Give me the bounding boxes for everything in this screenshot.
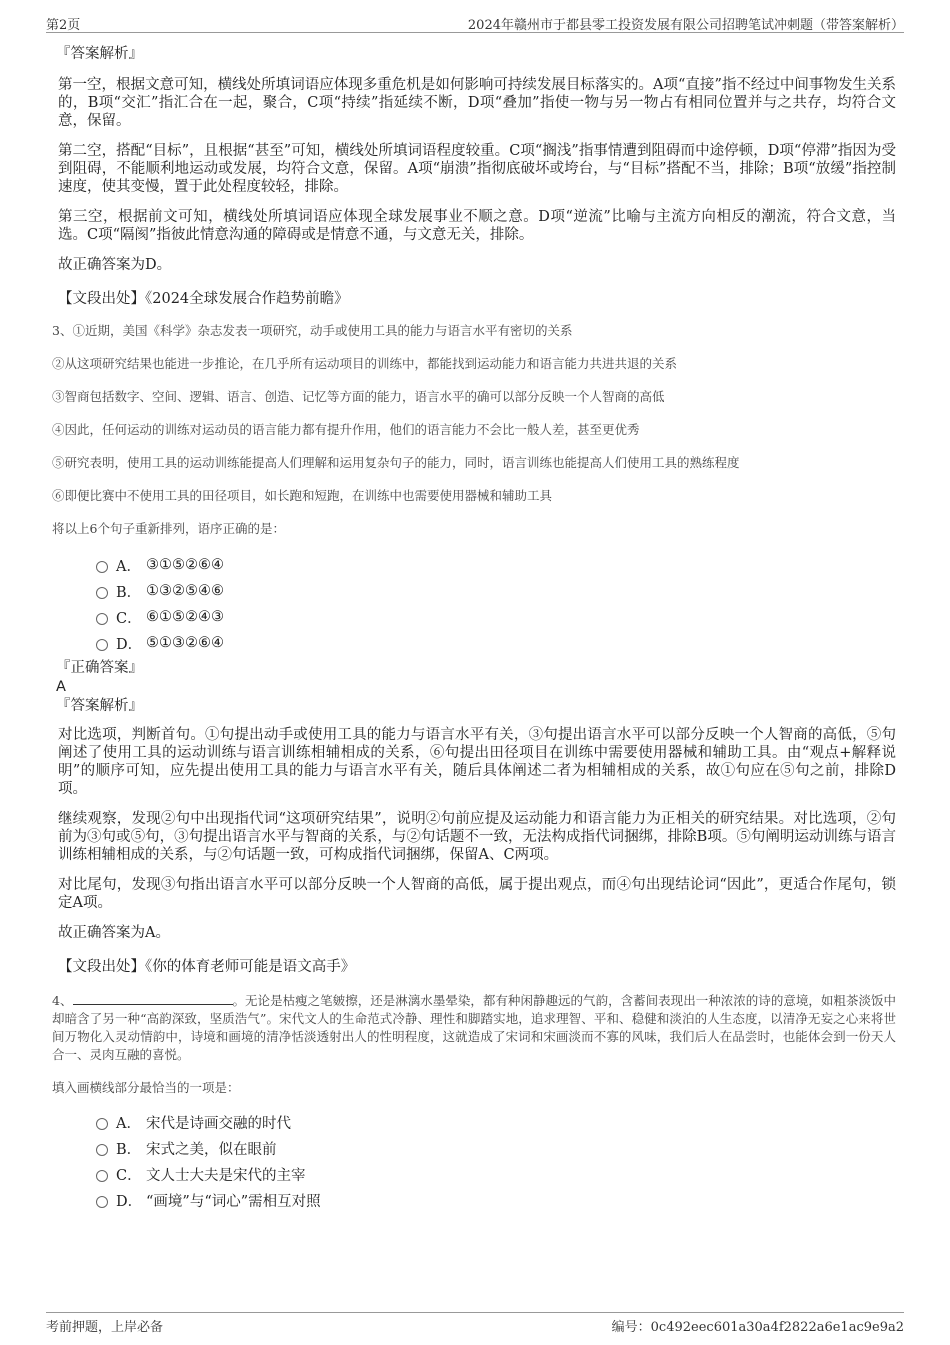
question-prompt: 填入画横线部分最恰当的一项是：	[52, 1080, 240, 1095]
question-sentence: ⑥即便比赛中不使用工具的田径项目，如长跑和短跑，在训练中也需要使用器械和辅助工具	[52, 488, 553, 503]
question-stem	[52, 992, 896, 1064]
option-letter: C．	[116, 1167, 142, 1184]
option-letter: A．	[116, 558, 141, 575]
page-number: 第2页	[46, 18, 81, 33]
question-stem-text: 。无论是枯瘦之笔皴擦，还是淋漓水墨晕染，都有种闲静趣远的气韵，含蓄间表现出一种浓浓的诗的意境，如粗茶淡饭中却暗含了另一种“高韵深致，坚质浩气”。宋代文人的生命范式冷静、理性和脚踏实地，追求理智、平和、稳健和淡泊的人生态度，以清净无妄之心来将世间万物化入灵动情韵中，诗境和画境的清净恬淡透射出人的性明程度，这就造成了宋词和宋画淡而不寡的风味，我们后人在品尝时，也能体会到一份天人合一、灵肉互融的喜悦。	[52, 993, 896, 1062]
option-c[interactable]	[96, 1161, 896, 1187]
document-id: 编号：0c492eec601a30a4f2822a6e1ac9e9a2	[611, 1320, 904, 1335]
option-letter: B．	[116, 1141, 142, 1158]
analysis-paragraph: 对比尾句，发现③句指出语言水平可以部分反映一个人智商的高低，属于提出观点，而④句出现结论词“因此”，更适合作尾句，锁定A项。	[58, 877, 896, 911]
correct-answer-tag: 『正确答案』	[56, 660, 143, 676]
analysis-paragraph: 第三空，根据前文可知，横线处所填词语应体现全球发展事业不顺之意。D项“逆流”比喻与主流方向相反的潮流，符合文意，当选。C项“隔阂”指彼此情意沟通的障碍或是情意不通，与文意无关，排除。	[58, 209, 896, 243]
analysis-paragraph: 第二空，搭配“目标”，且根据“甚至”可知，横线处所填词语程度较重。C项“搁浅”指事情遭到阻碍而中途停顿，D项“停滞”指因为受到阻碍，不能顺利地运动或发展，均符合文意，保留。A项“崩溃”指彻底破坏或垮台，与“目标”搭配不当，排除；B项“放缓”指控制速度，使其变慢，置于此处程度较轻，排除。	[58, 143, 896, 195]
option-letter: A．	[116, 1115, 141, 1132]
radio-icon[interactable]	[96, 1196, 108, 1208]
option-text: 宋代是诗画交融的时代	[146, 1115, 291, 1132]
radio-icon[interactable]	[96, 639, 108, 651]
option-text: 文人士大夫是宋代的主宰	[146, 1167, 306, 1184]
analysis-paragraph: 继续观察，发现②句中出现指代词“这项研究结果”，说明②句前应提及运动能力和语言能力为正相关的研究结果。对比选项，②句前为③句或⑤句，③句提出语言水平与智商的关系，与②句话题不一致，无法构成指代词捆绑，排除B项。⑤句阐明运动训练与语言训练相辅相成的关系，与②句话题一致，可构成指代词捆绑，保留A、C两项。	[58, 811, 896, 863]
option-text: ①③②⑤④⑥	[146, 583, 224, 599]
option-letter: B．	[116, 584, 142, 601]
option-text: ③①⑤②⑥④	[146, 557, 224, 573]
analysis-paragraph: 第一空，根据文意可知，横线处所填词语应体现多重危机是如何影响可持续发展目标落实的。A项“直接”指不经过中间事物发生关系的，B项“交汇”指汇合在一起，聚合，C项“持续”指延续不断，D项“叠加”指使一物与另一物占有相同位置并与之共存，均符合文意，保留。	[58, 77, 896, 129]
question-sentence: ④因此，任何运动的训练对运动员的语言能力都有提升作用，他们的语言能力不会比一般人差，甚至更优秀	[52, 422, 640, 437]
source-citation: 【文段出处】《2024全球发展合作趋势前瞻》	[58, 291, 349, 307]
option-c[interactable]	[96, 604, 896, 630]
option-text: ⑤①③②⑥④	[146, 635, 224, 651]
option-a[interactable]	[96, 1109, 896, 1135]
option-text: ⑥①⑤②④③	[146, 609, 224, 625]
option-b[interactable]	[96, 1135, 896, 1161]
analysis-tag: 『答案解析』	[56, 698, 143, 714]
radio-icon[interactable]	[96, 587, 108, 599]
analysis-paragraph: 对比选项，判断首句。①句提出动手或使用工具的能力与语言水平有关，③句提出语言水平可以部分反映一个人智商的高低，⑤句阐述了使用工具的运动训练与语言训练相辅相成的关系，⑥句提出田径项目在训练中需要使用器械和辅助工具。由“观点+解释说明”的顺序可知，应先提出使用工具的能力与语言水平有关，随后具体阐述二者为相辅相成的关系，故①句应在⑤句之前，排除D项。	[58, 727, 896, 797]
question-prompt: 将以上6个句子重新排列，语序正确的是：	[52, 521, 285, 536]
footer-slogan: 考前押题，上岸必备	[46, 1320, 164, 1335]
radio-icon[interactable]	[96, 1118, 108, 1130]
option-d[interactable]	[96, 630, 896, 656]
answer-conclusion: 故正确答案为A。	[58, 925, 170, 941]
question-sentence: 3、①近期，美国《科学》杂志发表一项研究，动手或使用工具的能力与语言水平有密切的关系	[52, 323, 573, 338]
option-list	[96, 1109, 896, 1213]
page-content	[52, 44, 896, 1213]
option-letter: C．	[116, 610, 142, 627]
source-citation: 【文段出处】《你的体育老师可能是语文高手》	[58, 959, 356, 975]
question-sentence: ③智商包括数字、空间、逻辑、语言、创造、记忆等方面的能力，语言水平的确可以部分反映一个人智商的高低	[52, 389, 665, 404]
option-text: 宋式之美，似在眼前	[146, 1141, 277, 1158]
question-number: 4、	[52, 993, 73, 1008]
option-letter: D．	[116, 636, 143, 653]
page-header	[46, 10, 904, 33]
option-a[interactable]	[96, 552, 896, 578]
fill-blank	[73, 992, 233, 1005]
radio-icon[interactable]	[96, 613, 108, 625]
radio-icon[interactable]	[96, 1170, 108, 1182]
page-footer	[46, 1312, 904, 1333]
option-text: “画境”与“词心”需相互对照	[146, 1193, 321, 1210]
option-b[interactable]	[96, 578, 896, 604]
radio-icon[interactable]	[96, 1144, 108, 1156]
option-list	[96, 552, 896, 656]
question-sentence: ⑤研究表明，使用工具的运动训练能提高人们理解和运用复杂句子的能力，同时，语言训练也能提高人们使用工具的熟练程度	[52, 455, 740, 470]
answer-conclusion: 故正确答案为D。	[58, 257, 172, 273]
document-title: 2024年赣州市于都县零工投资发展有限公司招聘笔试冲刺题（带答案解析）	[467, 18, 904, 33]
option-d[interactable]	[96, 1187, 896, 1213]
analysis-tag: 『答案解析』	[56, 46, 143, 62]
question-sentence: ②从这项研究结果也能进一步推论，在几乎所有运动项目的训练中，都能找到运动能力和语言能力共进共退的关系	[52, 356, 678, 371]
option-letter: D．	[116, 1193, 143, 1210]
radio-icon[interactable]	[96, 561, 108, 573]
correct-answer: A	[56, 679, 66, 695]
